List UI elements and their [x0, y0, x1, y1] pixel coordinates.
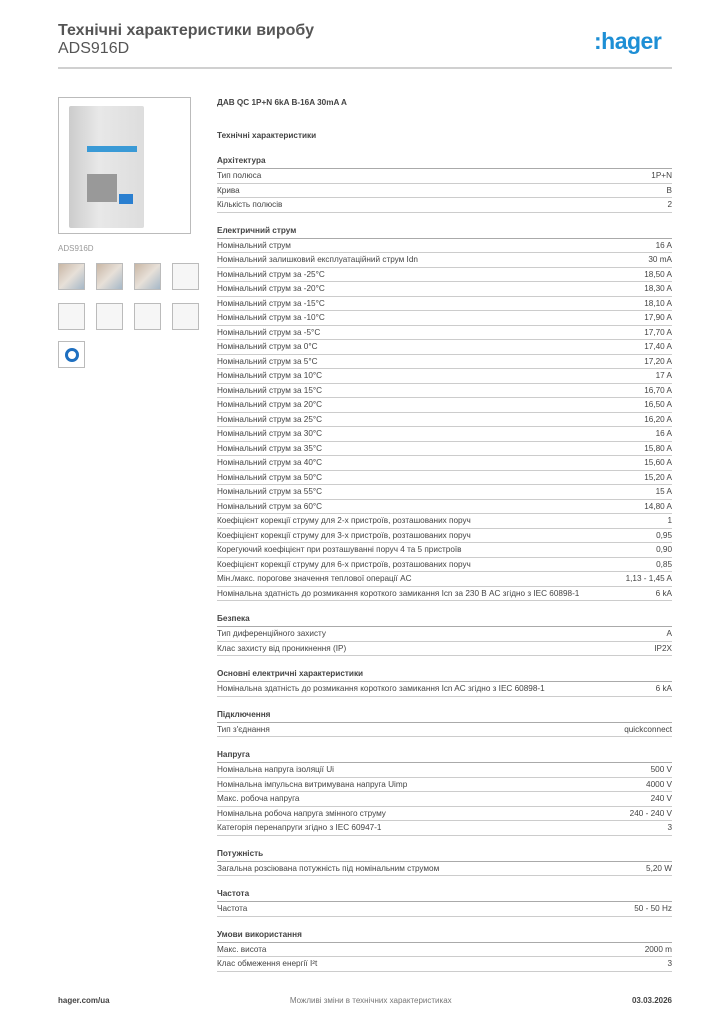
spec-value: 6 kA	[655, 684, 672, 693]
page-title: Технічні характеристики виробу	[58, 22, 314, 39]
spec-row	[217, 340, 672, 355]
spec-row	[217, 326, 672, 341]
spec-label: Номінальний струм за 40°C	[217, 458, 323, 467]
spec-value: 500 V	[650, 765, 672, 774]
spec-label: Номінальний струм за 30°C	[217, 429, 323, 438]
spec-row	[217, 957, 672, 972]
thumbnail[interactable]	[134, 263, 161, 290]
spec-row	[217, 355, 672, 370]
quality-q-icon	[65, 348, 79, 362]
spec-row	[217, 821, 672, 836]
spec-value: 0,85	[656, 559, 672, 569]
spec-value: 16 A	[655, 429, 672, 438]
spec-row	[217, 627, 672, 642]
spec-section	[217, 707, 672, 738]
spec-label: Коефіцієнт корекції струму для 3-х пристроїв, розташованих поруч	[217, 530, 471, 540]
section-title: Основні електричні характеристики	[217, 666, 672, 682]
spec-label: Номінальний струм за -10°C	[217, 313, 325, 322]
spec-value: 2	[667, 200, 672, 209]
spec-value: 0,95	[656, 530, 672, 540]
spec-label: Крива	[217, 185, 240, 195]
spec-section	[217, 611, 672, 656]
section-title: Напруга	[217, 747, 672, 763]
spec-row	[217, 198, 672, 213]
section-title: Частота	[217, 886, 672, 902]
spec-row	[217, 427, 672, 442]
spec-row	[217, 471, 672, 486]
spec-value: 15,20 A	[644, 472, 672, 482]
hager-logo: :hager	[594, 28, 662, 54]
spec-row	[217, 529, 672, 544]
spec-label: Номінальний струм за -15°C	[217, 298, 325, 308]
spec-label: Корегуючий коефіцієнт при розташуванні поруч 4 та 5 пристроїв	[217, 545, 462, 554]
spec-value: 15,60 A	[644, 458, 672, 467]
spec-value: 16,70 A	[644, 385, 672, 395]
section-title: Потужність	[217, 846, 672, 862]
section-title: Архітектура	[217, 153, 672, 169]
spec-section	[217, 886, 672, 917]
spec-value: 240 - 240 V	[629, 808, 672, 818]
thumbnail[interactable]	[96, 303, 123, 330]
spec-label: Кількість полюсів	[217, 200, 283, 209]
spec-label: Макс. висота	[217, 944, 267, 954]
spec-value: 50 - 50 Hz	[634, 904, 672, 913]
spec-label: Номінальна робоча напруга змінного струму	[217, 808, 386, 818]
product-name: ДАВ QC 1P+N 6kA B-16A 30mA A	[217, 98, 347, 107]
spec-row	[217, 807, 672, 822]
spec-value: 15 A	[655, 487, 672, 496]
spec-value: 14,80 A	[644, 501, 672, 511]
section-title: Умови використання	[217, 927, 672, 943]
spec-label: Клас захисту від проникнення (IP)	[217, 643, 347, 653]
spec-row	[217, 792, 672, 807]
image-caption: ADS916D	[58, 244, 94, 253]
spec-row	[217, 384, 672, 399]
spec-value: 17,40 A	[644, 342, 672, 351]
spec-label: Тип полюса	[217, 171, 262, 180]
footer-date: 03.03.2026	[631, 996, 672, 1005]
spec-value: 17 A	[655, 371, 672, 380]
spec-row	[217, 239, 672, 254]
spec-value: IP2X	[654, 643, 672, 653]
spec-value: 18,10 A	[644, 298, 672, 308]
spec-row	[217, 572, 672, 587]
spec-value: 18,50 A	[644, 269, 672, 279]
spec-label: Номінальний струм за -25°C	[217, 269, 325, 279]
spec-label: Частота	[217, 904, 248, 913]
spec-value: 16 A	[655, 240, 672, 250]
spec-value: quickconnect	[624, 724, 672, 734]
spec-label: Номінальна імпульсна витримувана напруга Uimp	[217, 779, 408, 789]
spec-value: 0,90	[656, 545, 672, 554]
spec-row	[217, 268, 672, 283]
spec-row	[217, 500, 672, 515]
spec-label: Номінальний струм за 10°C	[217, 371, 323, 380]
spec-row	[217, 763, 672, 778]
spec-label: Номінальний струм за 25°C	[217, 414, 323, 424]
spec-label: Номінальний струм за 55°C	[217, 487, 323, 496]
thumbnail[interactable]	[172, 303, 199, 330]
footer-note: Можливі зміни в технічних характеристиках	[289, 996, 452, 1005]
spec-row	[217, 398, 672, 413]
spec-value: 3	[667, 823, 672, 832]
spec-label: Номінальний струм за 35°C	[217, 443, 323, 453]
spec-row	[217, 902, 672, 917]
spec-label: Номінальний залишковий експлуатаційний струм Idn	[217, 255, 418, 264]
spec-value: 1,13 - 1,45 A	[625, 574, 672, 583]
spec-label: Номінальний струм за 20°C	[217, 400, 323, 409]
spec-row	[217, 184, 672, 199]
header-divider	[58, 67, 672, 69]
thumbnail[interactable]	[58, 303, 85, 330]
section-title: Безпека	[217, 611, 672, 627]
spec-row	[217, 723, 672, 738]
spec-value: 17,90 A	[644, 313, 672, 322]
thumbnail[interactable]	[58, 263, 85, 290]
spec-row	[217, 543, 672, 558]
spec-value: 18,30 A	[644, 284, 672, 293]
spec-label: Номінальний струм за 50°C	[217, 472, 323, 482]
spec-section	[217, 747, 672, 836]
spec-row	[217, 514, 672, 529]
spec-label: Номінальний струм за 15°C	[217, 385, 323, 395]
spec-label: Номінальний струм за -20°C	[217, 284, 325, 293]
spec-row	[217, 169, 672, 184]
spec-section	[217, 666, 672, 697]
spec-value: 4000 V	[646, 779, 672, 789]
spec-value: 1	[667, 516, 672, 525]
spec-label: Номінальна здатність до розмикання короткого замикання Icn AC згідно з IEC 60898-1	[217, 684, 545, 693]
spec-row	[217, 456, 672, 471]
spec-label: Коефіцієнт корекції струму для 2-х пристроїв, розташованих поруч	[217, 516, 471, 525]
spec-label: Мін./макс. порогове значення теплової операції AC	[217, 574, 412, 583]
spec-label: Номінальний струм за 0°C	[217, 342, 318, 351]
spec-section	[217, 927, 672, 972]
spec-row	[217, 413, 672, 428]
spec-section	[217, 153, 672, 213]
spec-label: Номінальна здатність до розмикання короткого замикання Icn за 230 В AC згідно з IEC 60898-1	[217, 588, 580, 598]
spec-value: 240 V	[650, 794, 672, 803]
spec-row	[217, 297, 672, 312]
spec-row	[217, 642, 672, 657]
spec-value: 2000 m	[644, 944, 672, 954]
spec-label: Загальна розсіювана потужність під номінальним струмом	[217, 863, 440, 873]
spec-row	[217, 253, 672, 268]
spec-label: Тип диференційного захисту	[217, 629, 326, 638]
spec-value: 17,20 A	[644, 356, 672, 366]
spec-row	[217, 587, 672, 602]
product-code: ADS916D	[58, 40, 130, 57]
specs-heading: Технічні характеристики	[217, 131, 317, 140]
spec-row	[217, 442, 672, 457]
spec-value: 16,50 A	[644, 400, 672, 409]
footer	[58, 996, 672, 1005]
spec-label: Номінальний струм за 5°C	[217, 356, 318, 366]
thumbnail[interactable]	[96, 263, 123, 290]
spec-section	[217, 223, 672, 602]
spec-row	[217, 558, 672, 573]
footer-site-link[interactable]: hager.com/ua	[58, 996, 110, 1005]
spec-label: Коефіцієнт корекції струму для 6-х пристроїв, розташованих поруч	[217, 559, 471, 569]
spec-label: Номінальний струм за 60°C	[217, 501, 323, 511]
spec-value: 16,20 A	[644, 414, 672, 424]
spec-row	[217, 778, 672, 793]
spec-row	[217, 282, 672, 297]
thumbnail[interactable]	[134, 303, 161, 330]
section-title: Електричний струм	[217, 223, 672, 239]
spec-value: 5,20 W	[646, 863, 672, 873]
spec-row	[217, 943, 672, 958]
spec-value: 30 mA	[648, 255, 672, 264]
breaker-illustration	[69, 106, 144, 228]
spec-row	[217, 311, 672, 326]
spec-row	[217, 485, 672, 500]
spec-value: B	[666, 185, 672, 195]
spec-row	[217, 369, 672, 384]
thumbnail[interactable]	[172, 263, 199, 290]
spec-panel	[217, 96, 672, 972]
spec-label: Макс. робоча напруга	[217, 794, 300, 803]
spec-row	[217, 862, 672, 877]
section-title: Підключення	[217, 707, 672, 723]
spec-sections	[217, 153, 672, 972]
spec-value: 1P+N	[651, 171, 672, 180]
spec-section	[217, 846, 672, 877]
quality-badge-thumbnail[interactable]	[58, 341, 85, 368]
spec-value: A	[666, 629, 672, 638]
spec-label: Тип з'єднання	[217, 724, 270, 734]
spec-value: 15,80 A	[644, 443, 672, 453]
spec-label: Клас обмеження енергії I²t	[217, 959, 318, 968]
spec-value: 17,70 A	[644, 327, 672, 337]
spec-value: 6 kA	[655, 588, 672, 598]
spec-label: Номінальний струм	[217, 240, 291, 250]
spec-label: Номінальна напруга ізоляції Ui	[217, 765, 334, 774]
spec-label: Категорія перенапруги згідно з IEC 60947-1	[217, 823, 382, 832]
product-image[interactable]	[58, 97, 191, 234]
spec-value: 3	[667, 959, 672, 968]
spec-row	[217, 682, 672, 697]
spec-label: Номінальний струм за -5°C	[217, 327, 321, 337]
